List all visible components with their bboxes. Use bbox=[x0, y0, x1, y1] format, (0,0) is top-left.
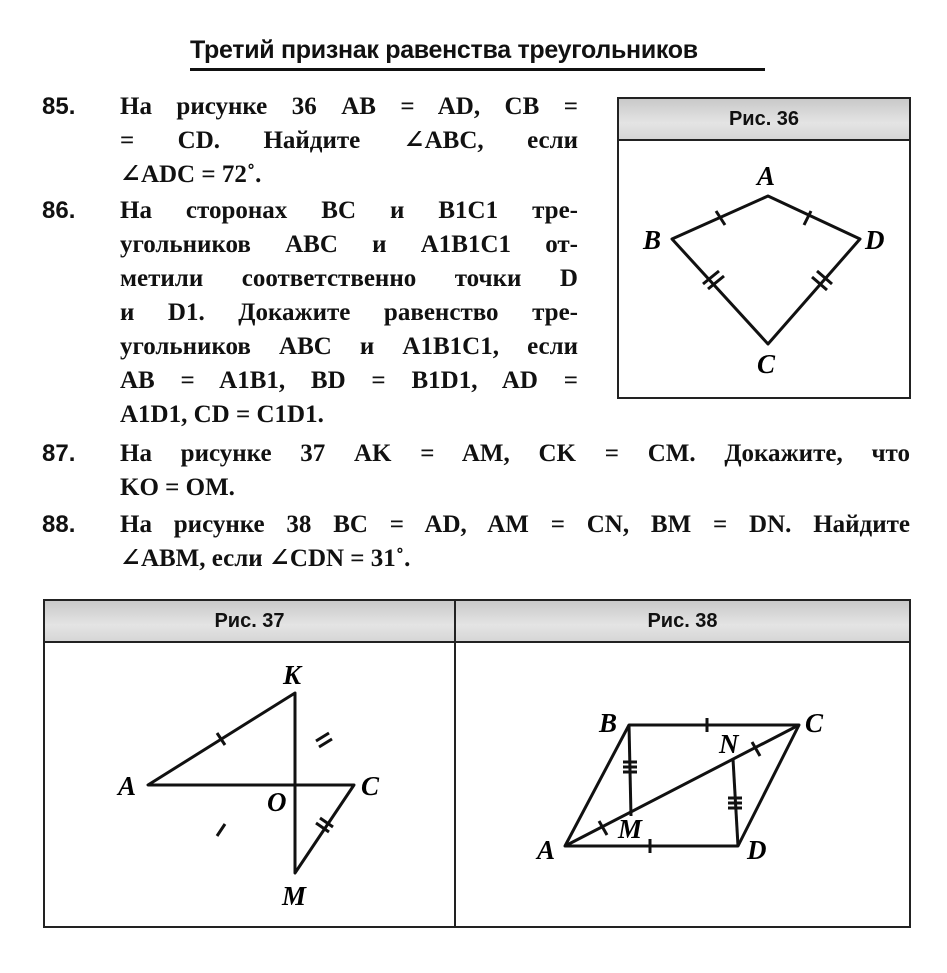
label-C: C bbox=[361, 771, 380, 801]
figures-37-38 bbox=[43, 599, 911, 928]
problem-86-line-7: A1D1, CD = C1D1. bbox=[120, 401, 324, 428]
problem-86-line-1: На сторонах BC и B1C1 тре- bbox=[120, 197, 578, 224]
label-N: N bbox=[719, 729, 739, 759]
problem-88-line-1: На рисунке 38 BC = AD, AM = CN, BM = DN. Найдите bbox=[120, 511, 910, 538]
label-C: C bbox=[757, 349, 776, 379]
problem-85 bbox=[120, 90, 578, 192]
problem-86-line-2: угольников ABC и A1B1C1 от- bbox=[120, 231, 578, 258]
label-A: A bbox=[118, 771, 137, 801]
quadrilateral-abcd bbox=[672, 196, 860, 344]
label-A: A bbox=[537, 835, 556, 865]
label-A: A bbox=[757, 161, 776, 191]
problem-88 bbox=[120, 508, 910, 576]
problem-87 bbox=[120, 437, 910, 505]
label-D: D bbox=[865, 225, 885, 255]
problem-88-line-2: ∠ABM, если ∠CDN = 31˚. bbox=[120, 545, 411, 572]
tick-kc-2 bbox=[319, 739, 332, 747]
diagonal-ac bbox=[565, 725, 799, 846]
problem-88-number: 88. bbox=[42, 511, 76, 538]
problem-86-line-3: метили соответственно точки D bbox=[120, 265, 578, 292]
problem-87-number: 87. bbox=[42, 440, 76, 467]
kite-akcm bbox=[148, 693, 354, 873]
label-O: O bbox=[267, 787, 287, 817]
page-title: Третий признак равенства треугольников bbox=[190, 36, 698, 64]
figure-37-caption: Рис. 37 bbox=[45, 601, 454, 643]
label-B: B bbox=[643, 225, 662, 255]
tick-kc-1 bbox=[316, 733, 329, 741]
tick-am bbox=[217, 824, 225, 836]
problem-86-line-4: и D1. Докажите равенство тре- bbox=[120, 299, 578, 326]
problem-86-line-5: угольников ABC и A1B1C1, если bbox=[120, 333, 578, 360]
problem-85-number: 85. bbox=[42, 93, 76, 120]
figure-36 bbox=[617, 97, 911, 399]
problem-87-line-2: KO = OM. bbox=[120, 474, 235, 501]
problem-86-line-6: AB = A1B1, BD = B1D1, AD = bbox=[120, 367, 578, 394]
problem-85-line-1: На рисунке 36 AB = AD, CB = bbox=[120, 93, 578, 120]
problem-85-line-3: ∠ADC = 72˚. bbox=[120, 161, 262, 188]
figure-38-caption: Рис. 38 bbox=[456, 601, 909, 643]
label-M: M bbox=[618, 814, 643, 844]
label-B: B bbox=[599, 708, 618, 738]
figure-37-drawing bbox=[45, 643, 454, 926]
label-C: C bbox=[805, 708, 824, 738]
label-D: D bbox=[747, 835, 767, 865]
problem-86-number: 86. bbox=[42, 197, 76, 224]
label-K: K bbox=[283, 660, 302, 690]
problem-86 bbox=[120, 194, 578, 432]
figure-36-drawing bbox=[619, 141, 909, 397]
figure-38-drawing bbox=[456, 643, 909, 926]
title-underline bbox=[190, 68, 765, 71]
label-M: M bbox=[282, 881, 307, 911]
problem-85-line-2: = CD. Найдите ∠ABC, если bbox=[120, 127, 578, 154]
problem-87-line-1: На рисунке 37 AK = AM, CK = CM. Докажите, что bbox=[120, 440, 910, 467]
figure-36-caption: Рис. 36 bbox=[619, 99, 909, 141]
